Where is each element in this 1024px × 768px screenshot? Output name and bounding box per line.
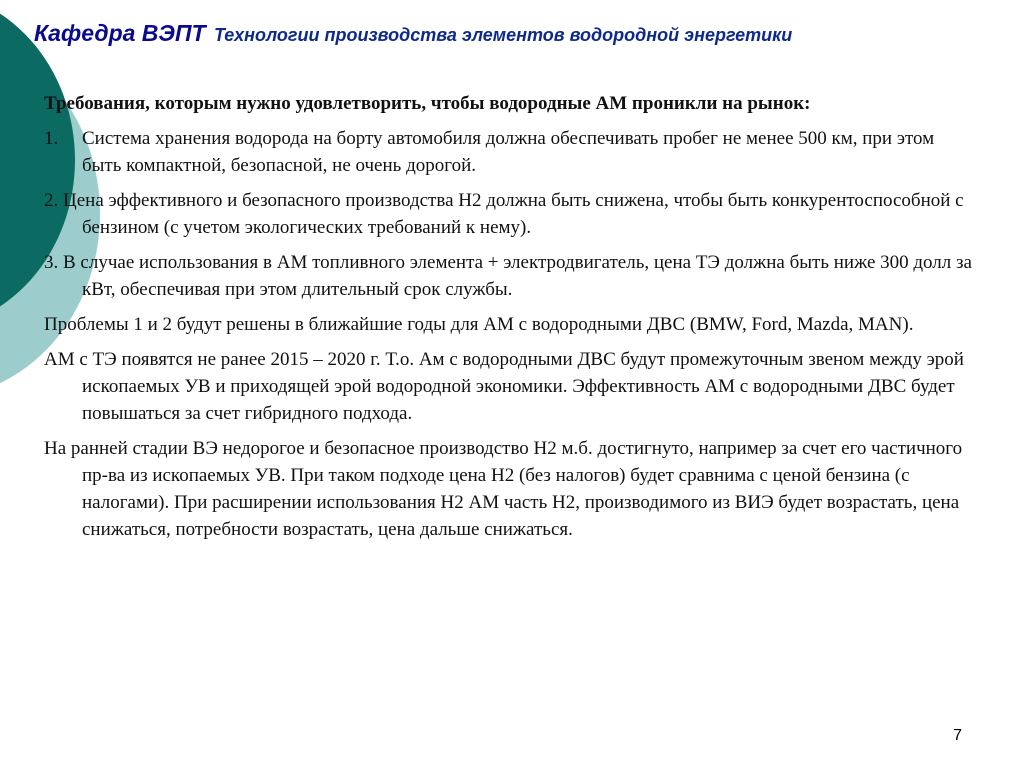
requirement-item-1 bbox=[44, 125, 974, 179]
requirement-item-2: 2. Цена эффективного и безопасного производства Н2 должна быть снижена, чтобы быть конкурентоспособной с бензином (с учетом экологических требований к нему). bbox=[44, 190, 964, 238]
requirements-heading: Требования, которым нужно удовлетворить, чтобы водородные АМ проникли на рынок: bbox=[44, 93, 811, 114]
department-title: Кафедра ВЭПТ bbox=[34, 20, 206, 46]
fuel-cell-paragraph: АМ с ТЭ появятся не ранее 2015 – 2020 г. Т.о. Ам с водородными ДВС будут промежуточным звеном между эрой ископаемых УВ и приходящей эрой водородной экономики. Эффективность АМ с водородными ДВС будет повышаться за счет гибридного подхода. bbox=[44, 349, 964, 424]
item-text: Система хранения водорода на борту автомобиля должна обеспечивать пробег не менее 500 км, при этом быть компактной, безопасной, не очень дорогой. bbox=[82, 128, 935, 176]
item-number: 1. bbox=[44, 128, 59, 149]
problems-paragraph: Проблемы 1 и 2 будут решены в ближайшие годы для АМ с водородными ДВС (BMW, Ford, Mazda, MAN). bbox=[44, 314, 914, 335]
requirement-item-3: 3. В случае использования в АМ топливного элемента + электродвигатель, цена ТЭ должна быть ниже 300 долл за кВт, обеспечивая при этом длительный срок службы. bbox=[44, 252, 972, 300]
page-number: 7 bbox=[953, 727, 962, 744]
early-stage-paragraph: На ранней стадии ВЭ недорогое и безопасное производство Н2 м.б. достигнуто, например за счет его частичного пр-ва из ископаемых УВ. При таком подходе цена Н2 (без налогов) будет сравнима с ценой бензина (с налогами). При расширении использования Н2 АМ часть Н2, производимого из ВИЭ будет возрастать, цена снижаться, потребности возрастать, цена дальше снижаться. bbox=[44, 438, 963, 540]
slide-body bbox=[44, 90, 974, 551]
slide-header bbox=[34, 20, 792, 47]
course-title: Технологии производства элементов водородной энергетики bbox=[214, 25, 793, 45]
